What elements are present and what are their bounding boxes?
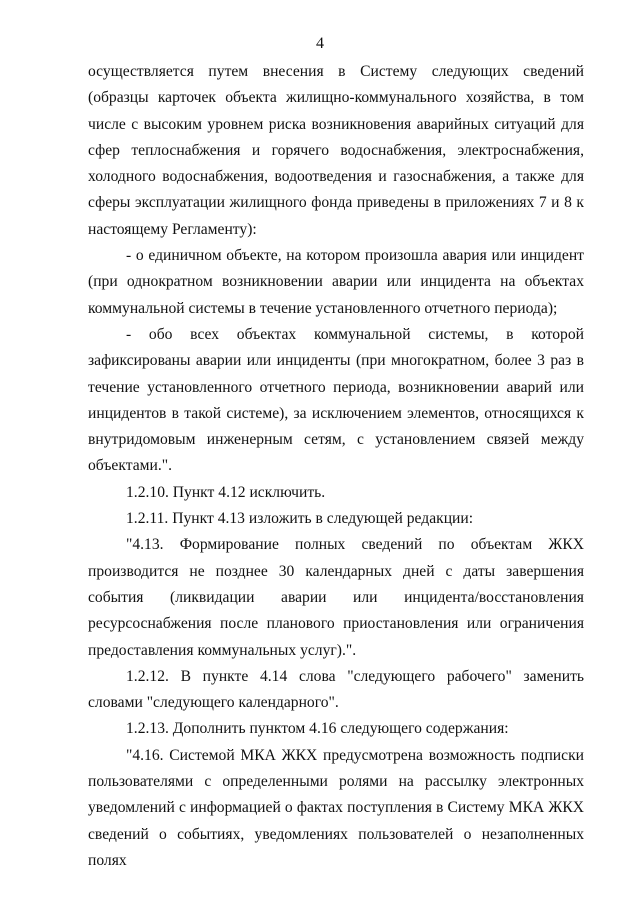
paragraph-list-item-all-objects: - обо всех объектах коммунальной системы, в которой зафиксированы аварии или инциденты (при многократном, более 3 раз в течение установленного отчетного периода, возникновении аварий или инцидентов в такой системе), за исключением элементов, относящихся к внутридомовым инженерным сетям, с установлением связей между объектами.". (88, 325, 584, 475)
paragraph-continuation: осуществляется путем внесения в Систему следующих сведений (образцы карточек объекта жилищно-коммунального хозяйства, в том числе с высоким уровнем риска возникновения аварийных ситуаций для сфер теплоснабжения и горячего водоснабжения, электроснабжения, холодного водоснабжения, водоотведения и газоснабжения, а также для сферы эксплуатации жилищного фонда приведены в приложениях 7 и 8 к настоящему Регламенту): (88, 63, 584, 238)
paragraph-4-16: "4.16. Системой МКА ЖКХ предусмотрена возможность подписки пользователями с определенными ролями на рассылку электронных уведомлений с информацией о фактах поступления в Систему МКА ЖКХ сведений о событиях, уведомлениях пользователей о незаполненных полях (88, 746, 584, 869)
paragraph-1-2-13: 1.2.13. Дополнить пунктом 4.16 следующего содержания: (126, 720, 509, 738)
paragraph-list-item-single-object: - о единичном объекте, на котором произошла авария или инцидент (при однократном возникновении аварии или инцидента на объектах коммунальной системы в течение установленного отчетного периода); (88, 247, 584, 317)
paragraph-1-2-12: 1.2.12. В пункте 4.14 слова "следующего рабочего" заменить словами "следующего календарного". (88, 667, 584, 712)
page-number: 4 (316, 35, 324, 52)
document-body (88, 59, 584, 874)
paragraph-4-13: "4.13. Формирование полных сведений по объектам ЖКХ производится не позднее 30 календарных дней с даты завершения события (ликвидации аварии или инцидента/восстановления ресурсоснабжения после планового приостановления или ограничения предоставления коммунальных услуг).". (88, 536, 584, 659)
paragraph-1-2-10: 1.2.10. Пункт 4.12 исключить. (126, 483, 326, 501)
paragraph-1-2-11: 1.2.11. Пункт 4.13 изложить в следующей редакции: (126, 510, 474, 528)
